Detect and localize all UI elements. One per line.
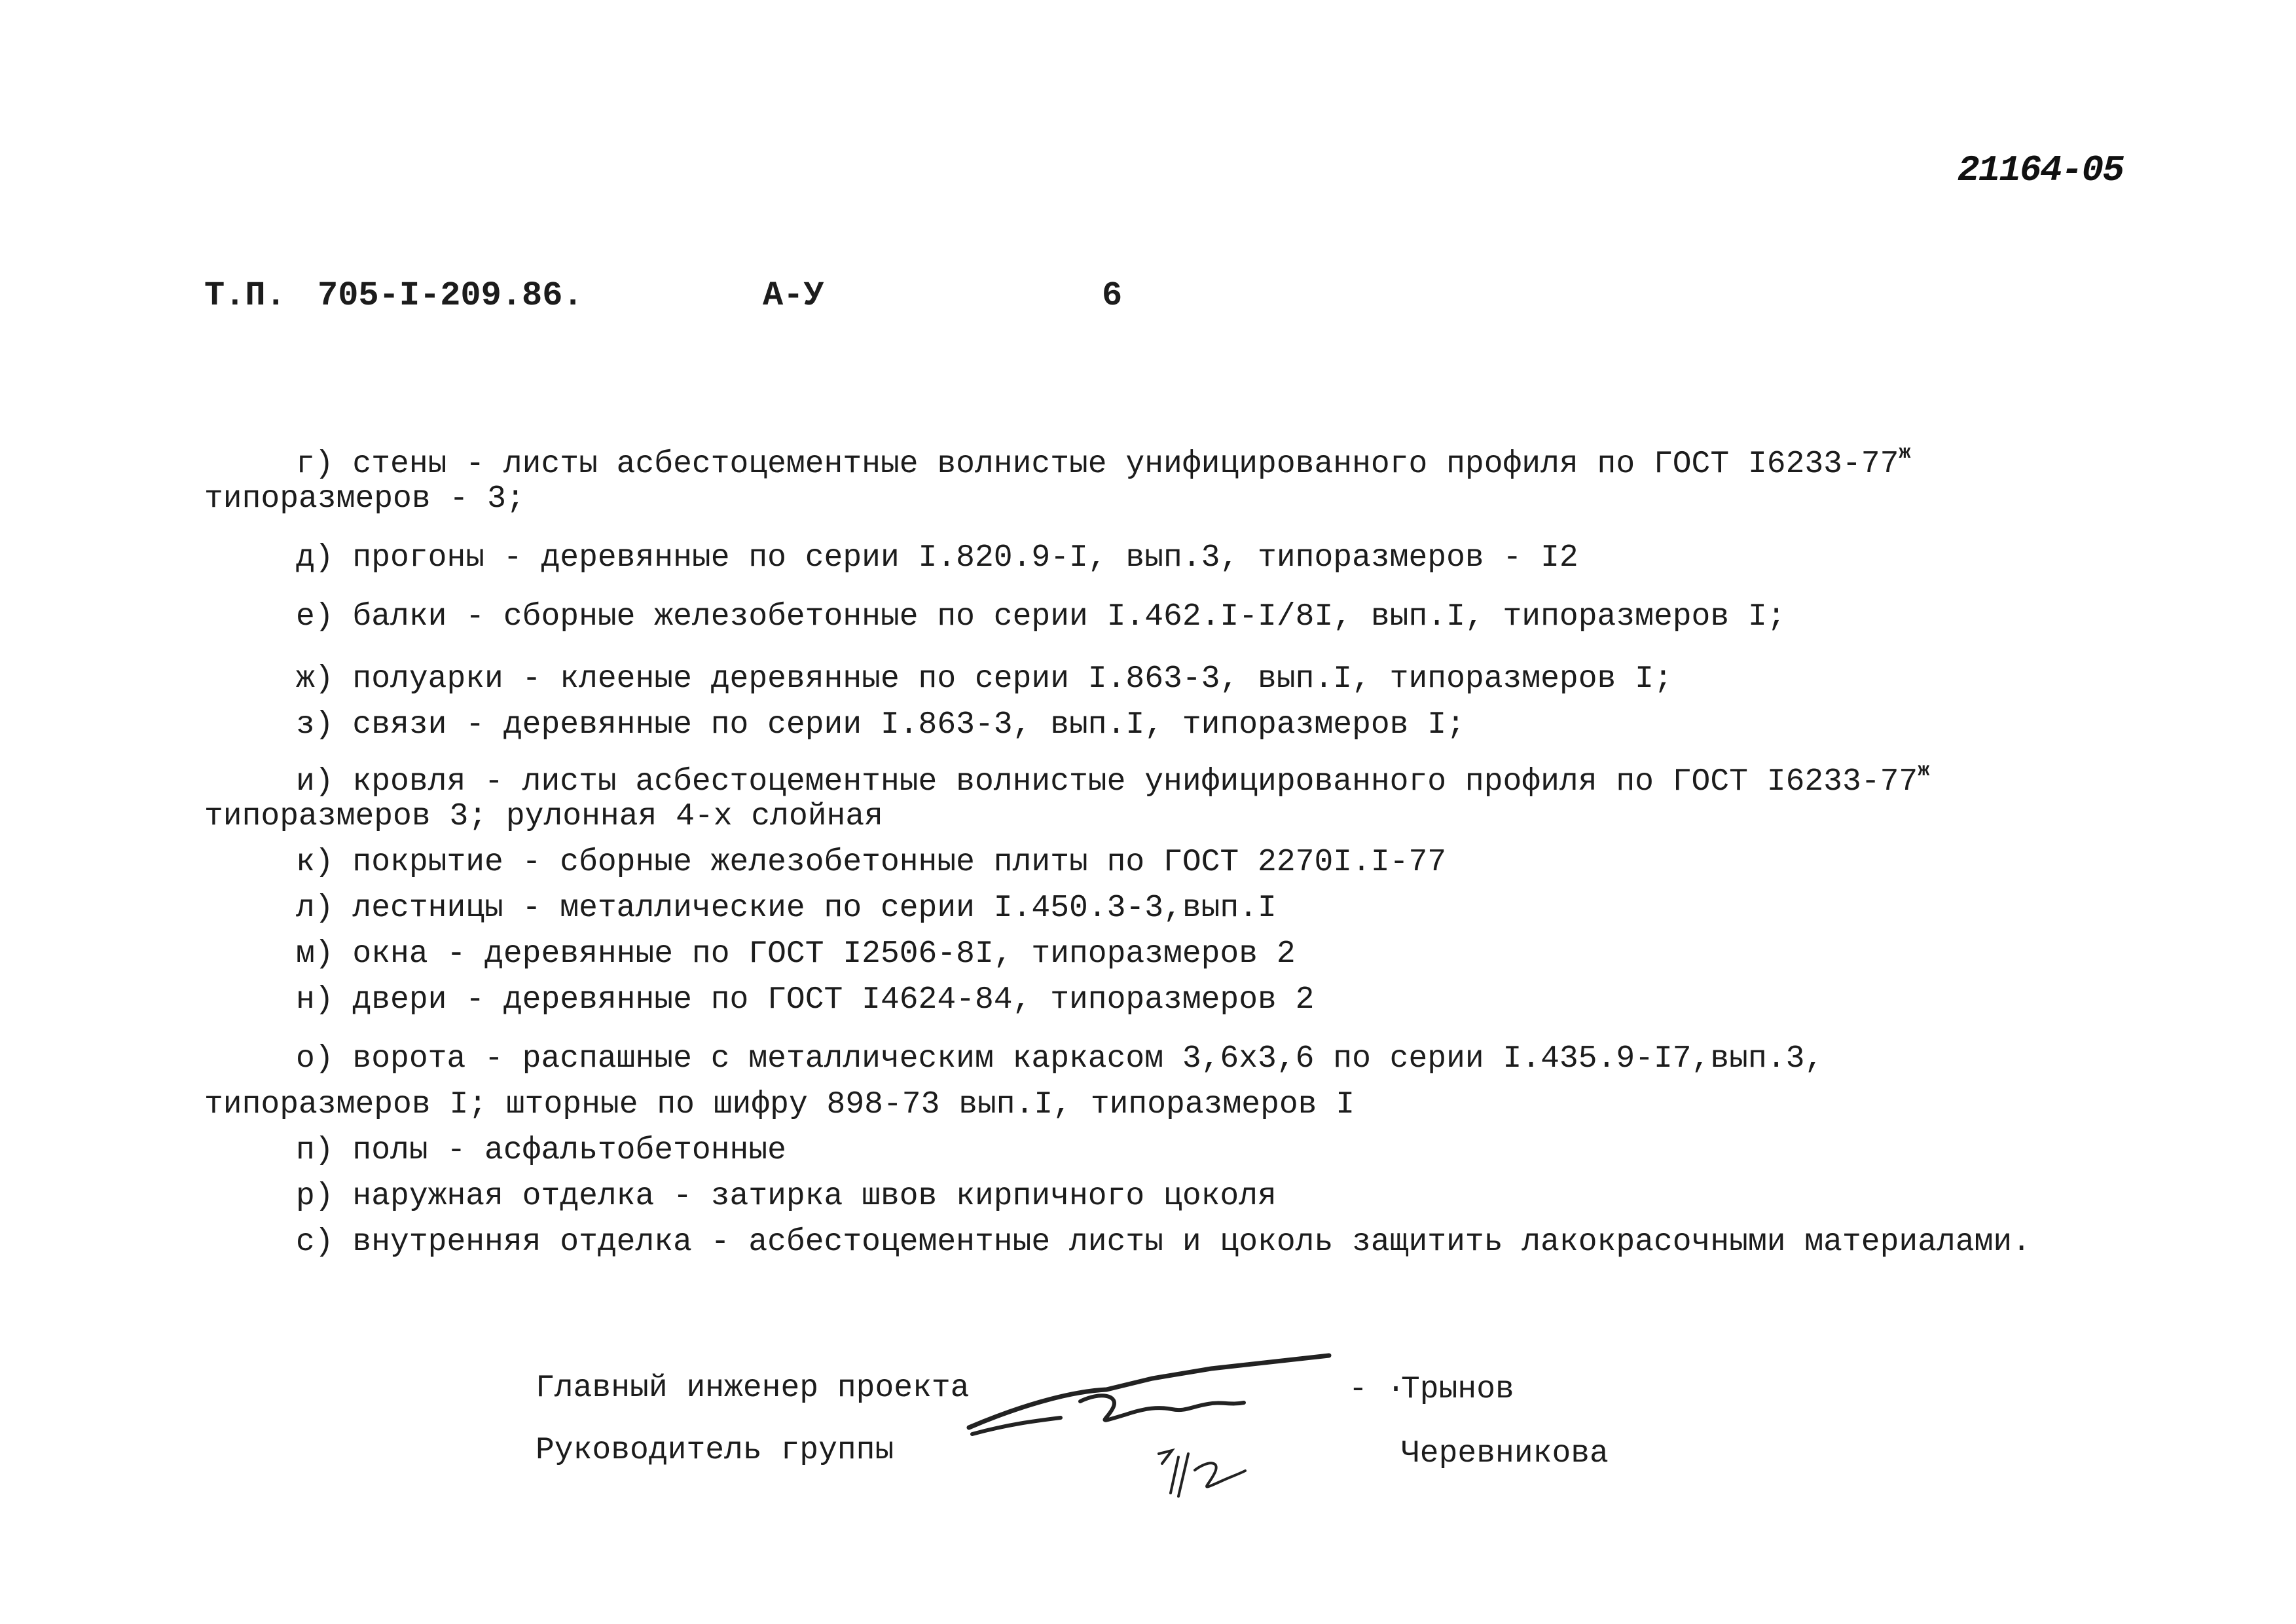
list-item-exterior-finish: р) наружная отделка - затирка швов кирпичного цоколя [296, 1179, 1277, 1214]
list-item-interior-finish: с) внутренняя отделка - асбестоцементные листы и цоколь защитить лакокрасочными материалами. [296, 1225, 2032, 1260]
list-item-purlins: д) прогоны - деревянные по серии I.820.9-I, вып.3, типоразмеров - I2 [296, 540, 1578, 576]
header-page-number: 6 [1102, 276, 1123, 315]
list-item-walls: г) стены - листы асбестоцементные волнистые унифицированного профиля по ГОСТ $I6233-77^ж$ [296, 442, 1911, 482]
list-item-gates-cont: типоразмеров I; шторные по шифру 898-73 вып.I, типоразмеров I [204, 1087, 1355, 1122]
list-item-half-arches: ж) полуарки - клееные деревянные по серии I.863-3, вып.I, типоразмеров I; [296, 661, 1673, 697]
list-item-roofing-cont: типоразмеров 3; рулонная 4-х слойная [204, 799, 883, 834]
list-item-bracing: з) связи - деревянные по серии I.863-3, вып.I, типоразмеров I; [296, 707, 1465, 743]
group-leader-title: Руководитель группы [536, 1433, 894, 1468]
header-tp: Т.П. [204, 276, 286, 315]
header-section: А-У [763, 276, 824, 315]
list-item-beams: е) балки - сборные железобетонные по серии I.462.I-I/8I, вып.I, типоразмеров I; [296, 599, 1786, 635]
superscript-mark: ж [1918, 760, 1930, 782]
list-item-walls-cont: типоразмеров - 3; [204, 481, 525, 517]
group-leader-name: Черевникова [1401, 1436, 1609, 1471]
list-item-doors: н) двери - деревянные по ГОСТ I4624-84, типоразмеров 2 [296, 982, 1315, 1018]
chief-engineer-dash: - · [1349, 1372, 1406, 1407]
handwritten-signatures [962, 1329, 1381, 1513]
archive-stamp: 21164-05 [1958, 149, 2123, 191]
list-item-roofing: и) кровля - листы асбестоцементные волнистые унифицированного профиля по ГОСТ $I6233-77^ж$ [296, 760, 1930, 800]
header-project-code: 705-I-209.86. [318, 276, 583, 315]
list-item-windows: м) окна - деревянные по ГОСТ I2506-8I, типоразмеров 2 [296, 936, 1296, 972]
list-item-gates: о) ворота - распашные с металлическим каркасом 3,6х3,6 по серии I.435.9-I7,вып.3, [296, 1041, 1824, 1077]
list-item-floors: п) полы - асфальтобетонные [296, 1133, 786, 1168]
chief-engineer-name: Трынов [1401, 1372, 1514, 1407]
superscript-mark: ж [1899, 442, 1911, 464]
list-item-stairs: л) лестницы - металлические по серии I.450.3-3,вып.I [296, 891, 1277, 926]
list-item-covering: к) покрытие - сборные железобетонные плиты по ГОСТ 2270I.I-77 [296, 845, 1447, 880]
chief-engineer-title: Главный инженер проекта [536, 1371, 970, 1406]
